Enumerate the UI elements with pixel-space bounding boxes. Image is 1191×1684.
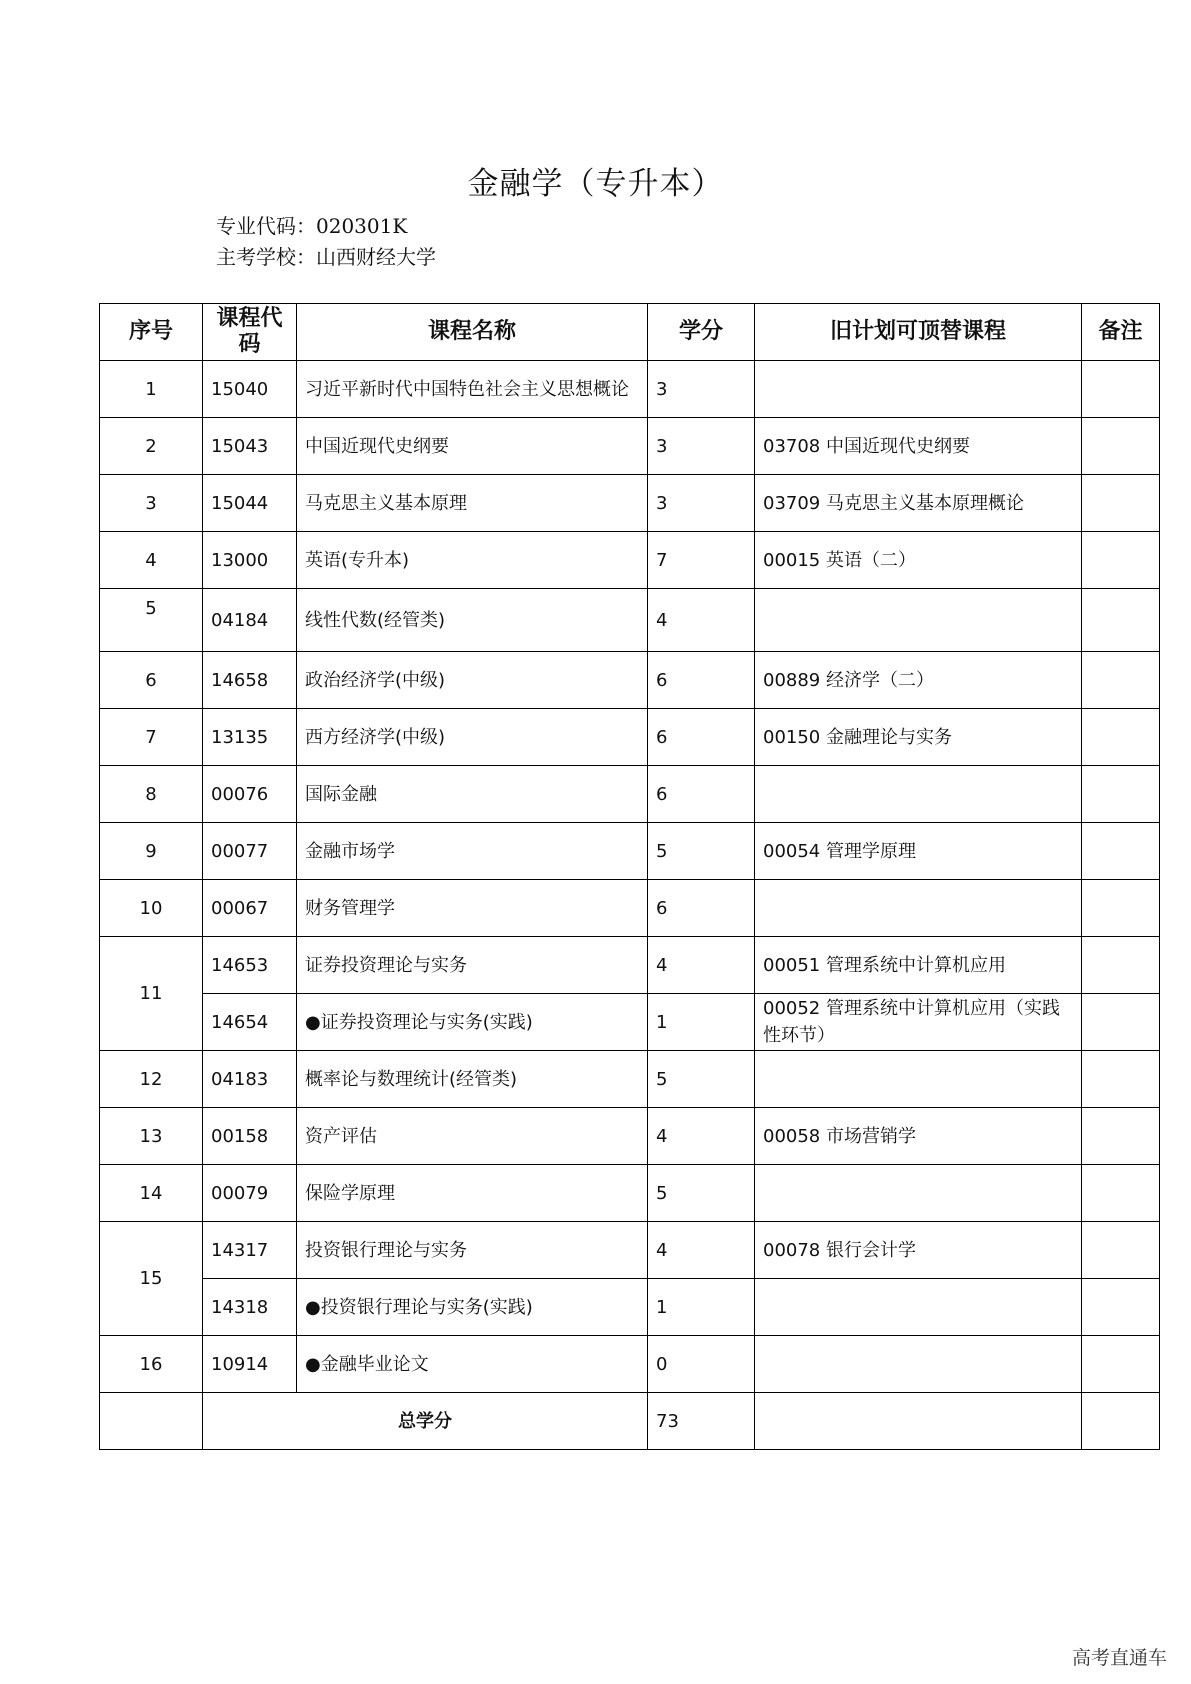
table-row [100,589,1160,652]
table-row [100,1165,1160,1222]
cell-old-course: 00015 英语（二） [755,532,1082,589]
cell-credit: 4 [648,937,755,994]
cell-name: 西方经济学(中级) [297,709,648,766]
cell-seq: 5 [100,589,203,652]
cell-old-course [755,1051,1082,1108]
cell-seq: 12 [100,1051,203,1108]
cell-old-course [755,589,1082,652]
cell-credit: 1 [648,1279,755,1336]
cell-name: 马克思主义基本原理 [297,475,648,532]
cell-seq: 11 [100,937,203,1051]
cell-code: 00158 [203,1108,297,1165]
table-row [100,1336,1160,1393]
cell-name: ●投资银行理论与实务(实践) [297,1279,648,1336]
cell-name: 中国近现代史纲要 [297,418,648,475]
cell-note [1082,994,1160,1051]
cell-credit: 4 [648,589,755,652]
cell-seq [100,1393,203,1450]
header-code: 课程代码 [203,304,297,361]
cell-name: 金融市场学 [297,823,648,880]
table-row [100,994,1160,1051]
cell-credit: 5 [648,1051,755,1108]
table-row [100,418,1160,475]
cell-note [1082,532,1160,589]
table-row [100,766,1160,823]
header-name: 课程名称 [297,304,648,361]
cell-credit: 1 [648,994,755,1051]
cell-old-course [755,1336,1082,1393]
cell-credit: 3 [648,361,755,418]
cell-old-course [755,1165,1082,1222]
cell-old-course: 00052 管理系统中计算机应用（实践性环节） [755,994,1082,1051]
cell-old-course: 03708 中国近现代史纲要 [755,418,1082,475]
cell-note [1082,823,1160,880]
cell-code: 13135 [203,709,297,766]
cell-credit: 3 [648,418,755,475]
header-seq: 序号 [100,304,203,361]
cell-note [1082,361,1160,418]
cell-note [1082,589,1160,652]
cell-credit: 5 [648,1165,755,1222]
cell-note [1082,880,1160,937]
table-row [100,1279,1160,1336]
cell-seq: 4 [100,532,203,589]
cell-credit: 5 [648,823,755,880]
cell-name: 政治经济学(中级) [297,652,648,709]
cell-code: 14653 [203,937,297,994]
cell-note [1082,766,1160,823]
cell-seq: 6 [100,652,203,709]
cell-name: 财务管理学 [297,880,648,937]
cell-code: 13000 [203,532,297,589]
cell-credit: 6 [648,652,755,709]
cell-name: ●金融毕业论文 [297,1336,648,1393]
cell-note [1082,937,1160,994]
cell-note [1082,1279,1160,1336]
cell-name: 英语(专升本) [297,532,648,589]
major-code-value: 020301K [316,214,408,238]
cell-old-course [755,1279,1082,1336]
cell-seq: 1 [100,361,203,418]
cell-seq: 15 [100,1222,203,1336]
cell-old-course: 00058 市场营销学 [755,1108,1082,1165]
cell-code: 14654 [203,994,297,1051]
table-row [100,532,1160,589]
table-header-row [100,304,1160,361]
cell-name: 保险学原理 [297,1165,648,1222]
table-row [100,880,1160,937]
cell-code: 14317 [203,1222,297,1279]
cell-note [1082,1336,1160,1393]
header-credit: 学分 [648,304,755,361]
table-row [100,1222,1160,1279]
total-label: 总学分 [203,1393,648,1450]
table-row [100,475,1160,532]
cell-code: 15040 [203,361,297,418]
total-credits: 73 [648,1393,755,1450]
cell-name: 资产评估 [297,1108,648,1165]
page-title: 金融学（专升本） [467,166,724,202]
cell-credit: 7 [648,532,755,589]
cell-old-course [755,880,1082,937]
cell-name: 线性代数(经管类) [297,589,648,652]
cell-code: 14318 [203,1279,297,1336]
cell-note [1082,1393,1160,1450]
cell-credit: 4 [648,1222,755,1279]
cell-name: 习近平新时代中国特色社会主义思想概论 [297,361,648,418]
header-note: 备注 [1082,304,1160,361]
cell-old-course: 03709 马克思主义基本原理概论 [755,475,1082,532]
table-row [100,823,1160,880]
cell-note [1082,709,1160,766]
cell-code: 10914 [203,1336,297,1393]
cell-seq: 3 [100,475,203,532]
cell-seq: 16 [100,1336,203,1393]
cell-seq: 14 [100,1165,203,1222]
cell-seq: 9 [100,823,203,880]
cell-code: 14658 [203,652,297,709]
table-row [100,937,1160,994]
cell-note [1082,1108,1160,1165]
school-label: 主考学校： [216,245,316,269]
cell-code: 00077 [203,823,297,880]
cell-code: 15044 [203,475,297,532]
cell-seq: 7 [100,709,203,766]
cell-credit: 0 [648,1336,755,1393]
table-row [100,652,1160,709]
total-row [100,1393,1160,1450]
cell-note [1082,652,1160,709]
cell-note [1082,1165,1160,1222]
cell-name: 概率论与数理统计(经管类) [297,1051,648,1108]
cell-name: 国际金融 [297,766,648,823]
table-row [100,1051,1160,1108]
cell-old-course: 00078 银行会计学 [755,1222,1082,1279]
watermark: 高考直通车 [1071,1647,1167,1669]
cell-credit: 6 [648,766,755,823]
cell-name: 证券投资理论与实务 [297,937,648,994]
cell-note [1082,418,1160,475]
table-row [100,361,1160,418]
header-old-course: 旧计划可顶替课程 [755,304,1082,361]
cell-old-course: 00889 经济学（二） [755,652,1082,709]
cell-seq: 2 [100,418,203,475]
major-code-label: 专业代码： [216,214,316,238]
school-value: 山西财经大学 [316,245,436,269]
course-table [99,303,1160,1450]
school-line [216,241,436,270]
cell-code: 00076 [203,766,297,823]
cell-credit: 4 [648,1108,755,1165]
cell-code: 00067 [203,880,297,937]
cell-code: 00079 [203,1165,297,1222]
cell-code: 15043 [203,418,297,475]
cell-name: 投资银行理论与实务 [297,1222,648,1279]
cell-seq: 13 [100,1108,203,1165]
cell-credit: 6 [648,880,755,937]
cell-note [1082,475,1160,532]
cell-old-course [755,766,1082,823]
cell-old-course [755,361,1082,418]
table-row [100,1108,1160,1165]
cell-note [1082,1051,1160,1108]
cell-code: 04184 [203,589,297,652]
cell-code: 04183 [203,1051,297,1108]
cell-seq: 10 [100,880,203,937]
cell-old-course: 00054 管理学原理 [755,823,1082,880]
cell-old-course: 00051 管理系统中计算机应用 [755,937,1082,994]
cell-old-course: 00150 金融理论与实务 [755,709,1082,766]
major-code-line [216,210,407,239]
table-row [100,709,1160,766]
cell-credit: 6 [648,709,755,766]
cell-note [1082,1222,1160,1279]
cell-credit: 3 [648,475,755,532]
cell-name: ●证券投资理论与实务(实践) [297,994,648,1051]
cell-old-course [755,1393,1082,1450]
cell-seq: 8 [100,766,203,823]
